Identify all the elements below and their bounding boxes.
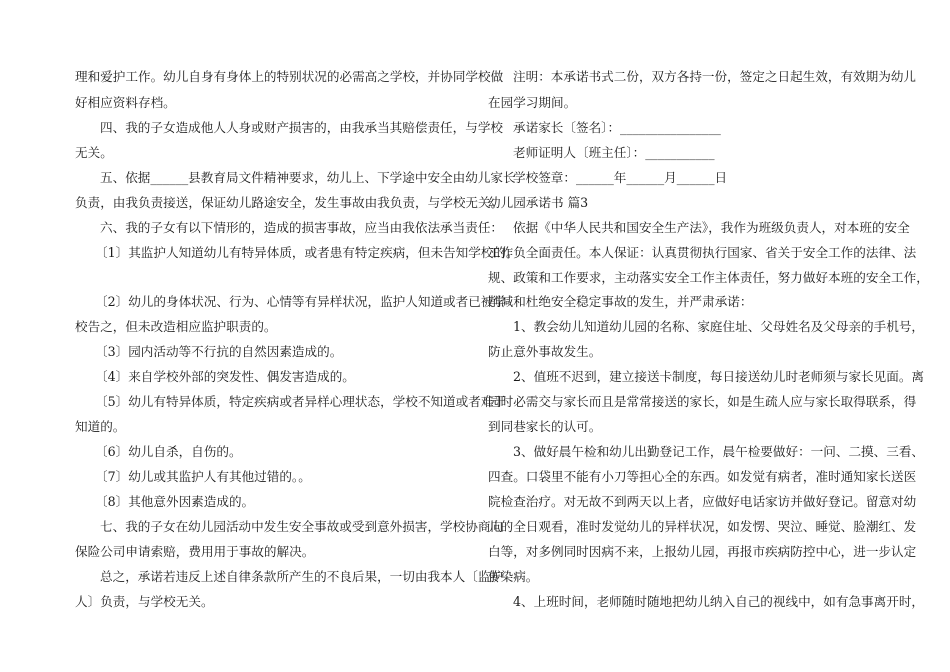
list-item: 〔2〕幼儿的身体状况、行为、心情等有异样状况，监护人知道或者已被学	[95, 294, 507, 309]
paragraph-line: 负责，由我负责接送，保证幼儿路途安全，发生事故由我负责，与学校无关。	[75, 195, 504, 210]
list-item: 校告之，但未改造相应监护职责的。	[75, 319, 277, 334]
list-item: 〔8〕其他意外因素造成的。	[95, 494, 255, 509]
list-item: 〔3〕园内活动等不行抗的自然因素造成的。	[95, 344, 343, 359]
paragraph-line: 人〕负责，与学校无关。	[75, 594, 214, 609]
paragraph-line: 4、上班时间，老师随时随地把幼儿纳入自己的视线中，如有急事离开时，	[513, 594, 925, 609]
list-item: 〔6〕幼儿自杀，自伤的。	[95, 444, 242, 459]
paragraph-line: 保险公司申请索赔，费用用于事故的解决。	[75, 544, 315, 559]
paragraph-line: 工作负全面责任。本人保证：认真贯彻执行国家、省关于安全工作的法律、法	[488, 245, 917, 260]
paragraph-line: 五、依据______县教育局文件精神要求，幼儿上、下学途中安全由幼儿家长	[100, 170, 516, 185]
school-seal-line: 学校签章：______年______月______日	[513, 170, 728, 185]
list-item: 〔1〕其监护人知道幼儿有特异体质，或者患有特定疾病，但未告知学校的。	[95, 245, 519, 260]
paragraph-line: 规、政策和工作要求，主动落实安全工作主体责任，努力做好本班的安全工作，	[488, 270, 929, 285]
paragraph-line: 总之，承诺若违反上述自律条款所产生的不良后果，一切由我本人〔监护	[100, 569, 503, 584]
paragraph-line: 理和爱护工作。幼儿自身有身体上的特别状况的必需高之学校，并协同学校做	[75, 69, 504, 84]
list-item: 〔4〕来自学校外部的突发性、偶发害造成的。	[95, 369, 355, 384]
paragraph-line: 儿的全日观看，准时发觉幼儿的异样状况，如发愣、哭泣、睡觉、脸潮红、发	[488, 519, 917, 534]
paragraph-line: 六、我的子女有以下情形的，造成的损害事故，应当由我依法承当责任：	[100, 220, 503, 235]
paragraph-line: 防止意外事故发生。	[488, 344, 602, 359]
paragraph-line: 园时必需交与家长而且是常常接送的家长，如是生疏人应与家长取得联系，得	[488, 394, 917, 409]
paragraph-line: 四查。口袋里不能有小刀等担心全的东西。如发觉有病者，准时通知家长送医	[488, 469, 917, 484]
list-item: 〔5〕幼儿有特异体质，特定疾病或者异样心理状态，学校不知道或者难于	[95, 394, 507, 409]
paragraph-line: 七、我的子女在幼儿园活动中发生安全事故或受到意外损害，学校协商向	[100, 519, 503, 534]
paragraph-line: 院检查治疗。对无故不到两天以上者，应做好电话家访并做好登记。留意对幼	[488, 494, 917, 509]
paragraph-line: 到同巷家长的认可。	[488, 419, 602, 434]
paragraph-line: 削减和杜绝安全稳定事故的发生，并严肃承诺：	[488, 294, 753, 309]
section-title: 幼儿园承诺书 篇3	[488, 195, 589, 210]
note-line: 注明：本承诺书式二份，双方各持一份，签定之日起生效，有效期为幼儿	[513, 69, 916, 84]
paragraph-line: 白等，对多例同时因病不来，上报幼儿园，再报市疾病防控中心，进一步认定	[488, 544, 917, 559]
list-item: 〔7〕幼儿或其监护人有其他过错的。。	[95, 469, 311, 484]
paragraph-line: 传染病。	[488, 569, 539, 584]
parent-signature-line: 承诺家长〔签名〕：________________	[513, 120, 721, 135]
paragraph-line: 依据《中华人民共和国安全生产法》，我作为班级负责人，对本班的安全	[513, 220, 910, 235]
paragraph-line: 2、值班不迟到，建立接送卡制度，每日接送幼儿时老师须与家长见面。离	[513, 369, 925, 384]
paragraph-line: 无关。	[75, 145, 113, 160]
paragraph-line: 好相应资料存档。	[75, 95, 176, 110]
list-item: 知道的。	[75, 419, 126, 434]
paragraph-line: 1、教会幼儿知道幼儿园的名称、家庭住址、父母姓名及父母亲的手机号，	[513, 319, 925, 334]
paragraph-line: 3、做好晨午检和幼儿出勤登记工作，晨午检要做好：一问、二摸、三看、	[513, 444, 925, 459]
paragraph-line: 四、我的子女造成他人人身或财产损害的，由我承当其赔偿责任，与学校	[100, 120, 503, 135]
teacher-signature-line: 老师证明人〔班主任〕：___________	[513, 145, 715, 160]
note-line: 在园学习期间。	[488, 95, 577, 110]
